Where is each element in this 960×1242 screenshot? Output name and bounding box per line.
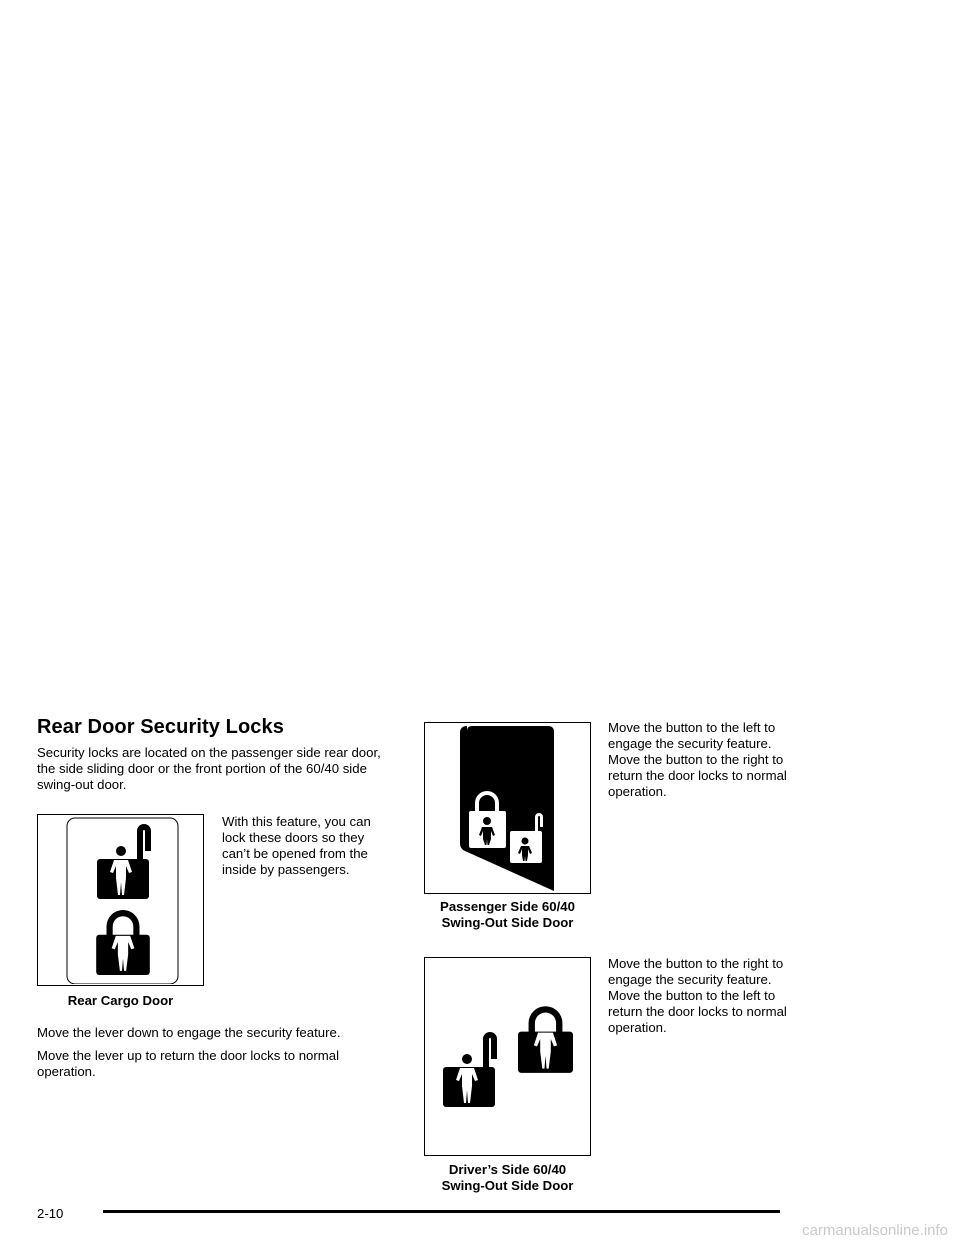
- rear-cargo-door-illustration: [38, 815, 202, 984]
- passenger-side-instructions: Move the button to the left to engage the security feature. Move the button to the right to return the door locks to normal operation.: [608, 720, 787, 799]
- passenger-side-caption-line2: Swing-Out Side Door: [441, 915, 574, 930]
- driver-side-caption-line2: Swing-Out Side Door: [441, 1178, 574, 1193]
- passenger-side-caption-line1: Passenger Side 60/40: [440, 899, 575, 914]
- driver-side-caption: [424, 1162, 591, 1194]
- footer-rule: [103, 1210, 780, 1213]
- watermark: carmanualsonline.info: [802, 1222, 948, 1239]
- rear-cargo-door-figure: [37, 814, 204, 986]
- intro-paragraph: Security locks are located on the passenger side rear door, the side sliding door or the front portion of the 60/40 side swing-out door.: [37, 745, 381, 792]
- locked-child-icon: [518, 1006, 573, 1073]
- unlocked-child-icon: [443, 1032, 497, 1107]
- feature-paragraph: With this feature, you can lock these doors so they can’t be opened from the inside by passengers.: [222, 814, 371, 877]
- engage-paragraph: Move the lever down to engage the security feature.: [37, 1025, 341, 1040]
- unlocked-child-icon: [97, 824, 151, 899]
- driver-side-instructions: Move the button to the right to engage the security feature. Move the button to the left to return the door locks to normal operation.: [608, 956, 787, 1035]
- rear-cargo-door-caption: Rear Cargo Door: [67, 993, 174, 1008]
- driver-side-caption-line1: Driver’s Side 60/40: [448, 1162, 567, 1177]
- passenger-side-door-figure: [424, 722, 591, 894]
- return-paragraph: Move the lever up to return the door locks to normal operation.: [37, 1048, 339, 1079]
- driver-side-door-illustration: [425, 958, 589, 1154]
- locked-child-icon: [96, 910, 150, 975]
- driver-side-door-figure: [424, 957, 591, 1156]
- section-title: Rear Door Security Locks: [37, 716, 284, 738]
- passenger-side-caption: [424, 899, 591, 931]
- passenger-side-door-illustration: [425, 723, 589, 892]
- page-number: 2-10: [37, 1206, 64, 1221]
